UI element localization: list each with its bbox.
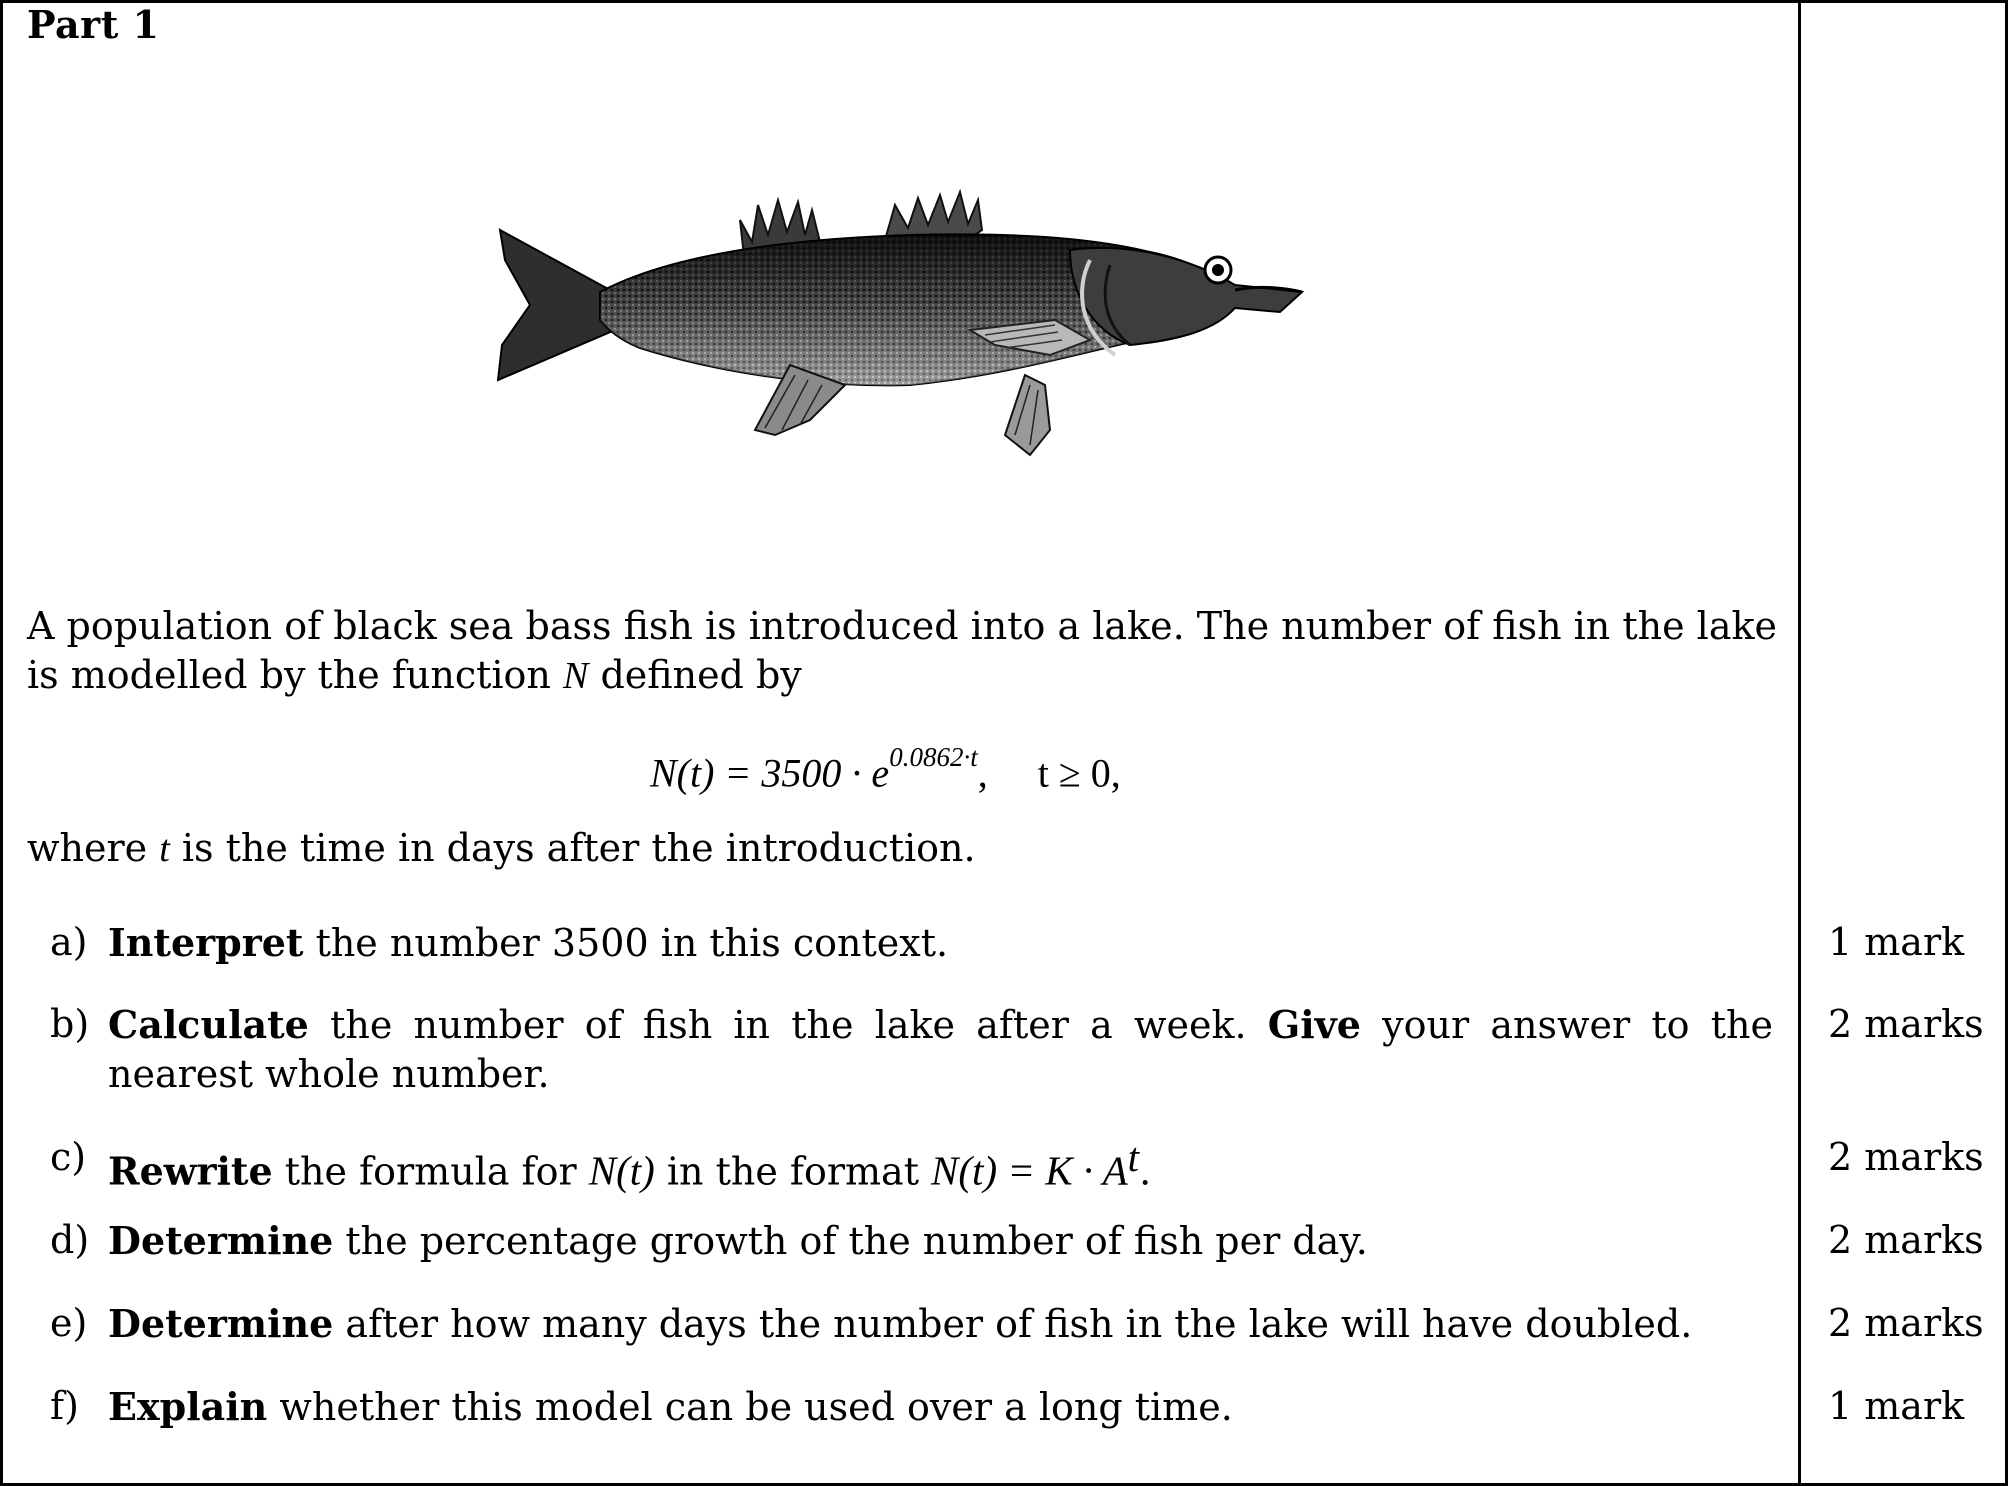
question-letter: c) <box>50 1135 87 1179</box>
question-text <box>108 1000 1773 1099</box>
question-body: whether this model can be used over a long time. <box>267 1385 1233 1429</box>
marks-d: 2 marks <box>1828 1218 1984 1262</box>
question-letter: e) <box>50 1301 88 1345</box>
question-body-2: in the format <box>654 1149 932 1194</box>
question-body: the percentage growth of the number of fish per day. <box>333 1219 1368 1263</box>
fish-illustration <box>490 180 1310 470</box>
question-body-2: your answer to the nearest whole number. <box>108 1003 1773 1096</box>
intro-text: A population of black sea bass fish is introduced into a lake. The number of fish in the lake is modelled by the function <box>27 604 1777 697</box>
marks-c: 2 marks <box>1828 1135 1984 1179</box>
formula-exponent: 0.0862·t <box>889 742 978 772</box>
question-body: the formula for <box>272 1149 589 1194</box>
time-variable: t <box>159 828 170 870</box>
question-text <box>108 918 1773 968</box>
math-expression-2: N(t) = K · A <box>931 1147 1128 1194</box>
question-text <box>108 1216 1773 1266</box>
command-word: Interpret <box>108 920 304 965</box>
marks-e: 2 marks <box>1828 1301 1984 1345</box>
question-text <box>108 1299 1773 1349</box>
command-word: Calculate <box>108 1002 309 1047</box>
question-body: the number of fish in the lake after a week. <box>308 1003 1268 1047</box>
where-text-end: is the time in days after the introduction. <box>169 826 976 870</box>
marks-column-divider <box>1798 0 1801 1486</box>
formula <box>650 742 1121 796</box>
math-expression: N(t) <box>588 1147 655 1194</box>
command-word: Explain <box>108 1384 268 1429</box>
math-exponent: t <box>1127 1134 1140 1180</box>
formula-lhs: N(t) = 3500 · e <box>650 750 890 796</box>
command-word-2: Give <box>1267 1002 1361 1047</box>
question-text <box>108 1133 1773 1197</box>
intro-paragraph <box>27 602 1777 701</box>
where-clause <box>27 826 976 871</box>
question-body-3: . <box>1139 1149 1152 1194</box>
question-letter: f) <box>50 1384 79 1428</box>
question-body: the number 3500 in this context. <box>303 921 949 965</box>
question-body: after how many days the number of fish in the lake will have doubled. <box>333 1302 1693 1346</box>
intro-text-end: defined by <box>588 653 802 697</box>
marks-b: 2 marks <box>1828 1002 1984 1046</box>
question-letter: a) <box>50 920 88 964</box>
command-word: Rewrite <box>108 1148 273 1194</box>
question-letter: d) <box>50 1218 90 1262</box>
marks-a: 1 mark <box>1828 920 1965 964</box>
command-word: Determine <box>108 1301 334 1346</box>
question-letter: b) <box>50 1002 90 1046</box>
where-text: where <box>27 826 160 870</box>
part-label: Part 1 <box>27 2 160 47</box>
command-word: Determine <box>108 1218 334 1263</box>
question-text <box>108 1382 1773 1432</box>
formula-domain: , t ≥ 0, <box>977 750 1121 796</box>
black-sea-bass-illustration-icon <box>490 180 1310 470</box>
marks-f: 1 mark <box>1828 1384 1965 1428</box>
function-variable: N <box>563 655 589 697</box>
